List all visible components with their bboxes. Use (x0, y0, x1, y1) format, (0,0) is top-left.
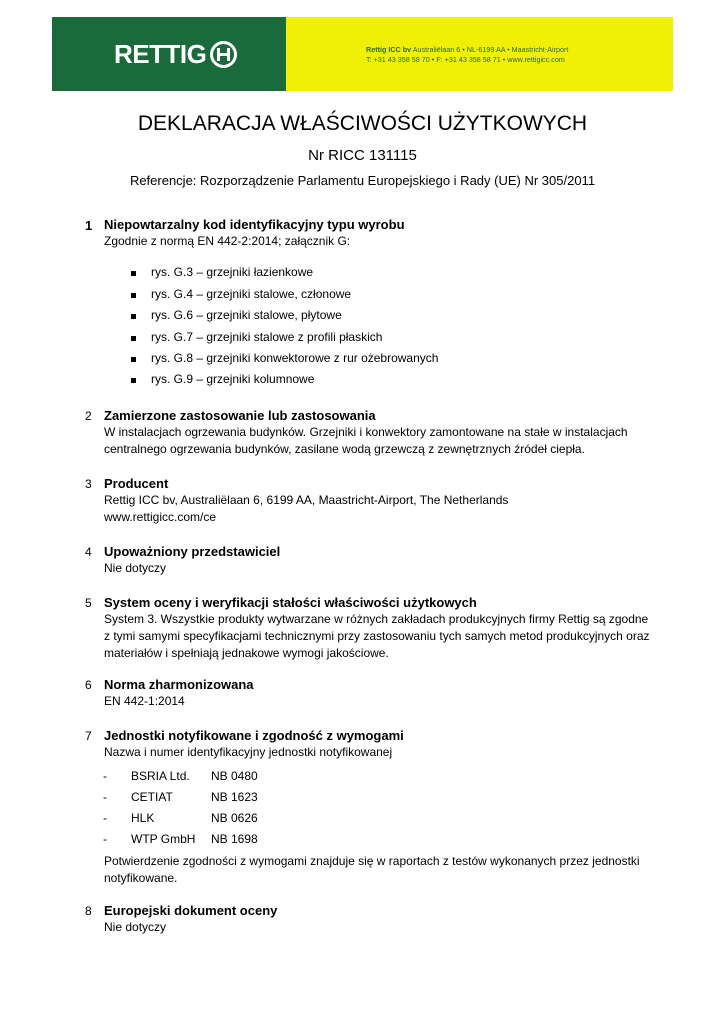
notified-body-code: NB 0480 (211, 769, 258, 783)
document-title: DEKLARACJA WŁAŚCIWOŚCI UŻYTKOWYCH (137, 112, 588, 135)
contact-panel (286, 17, 673, 91)
notified-body-name: CETIAT (131, 790, 173, 804)
section-title: Producent (104, 476, 169, 491)
section-body: W instalacjach ogrzewania budynków. Grzejniki i konwektory zamontowane na stałe w instalacjach centralnego ogrzewania budynków, zasilane wodą grzewczą z zewnętrznych źródeł ciepła. (104, 425, 628, 456)
notified-body-name: BSRIA Ltd. (131, 769, 190, 783)
document-number: Nr RICC 131115 (308, 147, 417, 164)
notified-body-name: WTP GmbH (131, 832, 196, 846)
section-title: Niepowtarzalny kod identyfikacyjny typu wyrobu (104, 217, 405, 232)
section-body: Rettig ICC bv, Australiëlaan 6, 6199 AA, Maastricht-Airport, The Netherlands www.rettigicc.com/ce (104, 493, 509, 524)
section-title: Europejski dokument oceny (104, 903, 278, 918)
notified-body-code: NB 0626 (211, 811, 258, 825)
section-title: Jednostki notyfikowane i zgodność z wymogami (104, 728, 404, 743)
section-body: Nie dotyczy (104, 561, 167, 575)
section-number: 2 (85, 409, 92, 423)
section-number: 5 (85, 596, 92, 610)
notified-body-code: NB 1623 (211, 790, 258, 804)
document-reference: Referencje: Rozporządzenie Parlamentu Europejskiego i Rady (UE) Nr 305/2011 (129, 173, 596, 188)
section-title: Norma zharmonizowana (104, 677, 254, 692)
header-banner (52, 17, 673, 91)
company-phone-fax-web: T: +31 43 358 58 70 • F: +31 43 358 58 71 • www.rettigicc.com (366, 55, 565, 64)
conformity-note: Potwierdzenie zgodności z wymogami znajduje się w raportach z testów wykonanych przez jednostki notyfikowane. (104, 854, 640, 885)
section-title: System oceny i weryfikacji stałości właściwości użytkowych (104, 595, 477, 610)
brand-name: RETTIG (114, 39, 207, 69)
section-title: Zamierzone zastosowanie lub zastosowania (104, 408, 376, 423)
company-name: Rettig ICC bv (366, 45, 412, 54)
notified-body-name: HLK (131, 811, 155, 825)
section-number: 8 (85, 904, 92, 918)
icc-logo-icon (210, 41, 237, 68)
section-body: Zgodnie z normą EN 442-2:2014; załącznik G: (104, 234, 351, 248)
section-title: Upoważniony przedstawiciel (104, 544, 281, 559)
contact-info (366, 45, 568, 65)
section-number: 7 (85, 729, 92, 743)
section-body: Nie dotyczy (104, 920, 167, 934)
logo-panel (52, 17, 286, 91)
section-number: 4 (85, 545, 92, 559)
company-address: Australiëlaan 6 • NL-6199 AA • Maastricht-Airport (411, 45, 569, 54)
rettig-logo (114, 39, 237, 70)
section-number: 3 (85, 477, 92, 491)
notified-body-code: NB 1698 (211, 832, 258, 846)
section-number: 6 (85, 678, 92, 692)
section-body: EN 442-1:2014 (104, 694, 185, 708)
section-number: 1 (85, 218, 93, 233)
section-body: Nazwa i numer identyfikacyjny jednostki notyfikowanej (104, 745, 393, 759)
section-body: System 3. Wszystkie produkty wytwarzane w różnych zakładach produkcyjnych firmy Rettig są zgodne z tymi samymi specyfikacjami technicznymi przy zastosowaniu tych samych metod produkcyjnych oraz materiałów i spełniają jednakowe wymogi jakościowe. (104, 612, 650, 660)
